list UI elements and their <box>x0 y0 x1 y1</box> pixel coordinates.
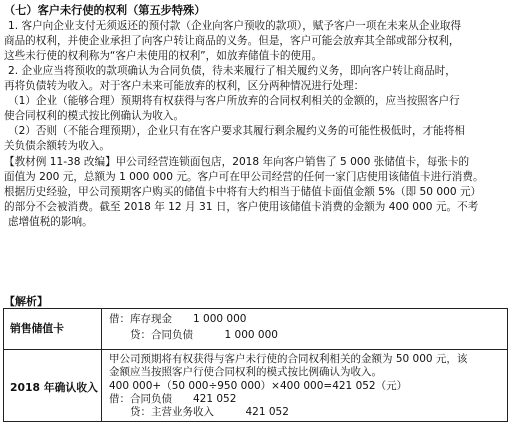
paragraph-line: 使合同权利的模式按比例确认为收入。 <box>4 110 185 122</box>
example-line: 【教材例 11-38 改编】甲公司经营连锁面包店，2018 年向客户销售了 5 000 张储值卡，每张卡的 <box>4 156 470 168</box>
paragraph-line: 2. 企业应当将预收的款项确认为合同负债，待未来履行了相关履约义务，即向客户转让商品时， <box>8 65 456 77</box>
table-divider-horizontal <box>4 349 507 350</box>
journal-line: 借：合同负债 421 052 <box>109 393 237 405</box>
example-line: 的部分不会被消费。截至 2018 年 12 月 31 日，客户使用该储值卡消费的金额为 400 000 元。不考 <box>4 201 479 213</box>
paragraph-line: 再将负债转为收入。对于客户未来可能放弃的权利，区分两种情况进行处理： <box>4 80 365 92</box>
explanation-line: 甲公司预期将有权获得与客户未行使的合同权利相关的金额为 50 000 元，该 <box>109 353 468 365</box>
calculation-line: 400 000+（50 000÷950 000）×400 000=421 052（元） <box>109 380 408 392</box>
journal-line: 贷：主营业务收入 421 052 <box>109 406 289 418</box>
row-label-sale: 销售储值卡 <box>10 322 64 335</box>
paragraph-line: （1）企业（能够合理）预期将有权获得与客户所放弃的合同权利相关的金额的，应当按照客户行 <box>8 95 460 107</box>
section-title: （七）客户未行使的权利（第五步特殊） <box>4 4 206 17</box>
paragraph-line: 关负债余额转为收入。 <box>4 140 110 152</box>
explanation-line: 金额应当按照客户行使合同权利的模式按比例确认为收入。 <box>109 366 382 378</box>
journal-line: 贷：合同负债 1 000 000 <box>109 329 278 341</box>
paragraph-line: 这些未行使的权利称为“客户未使用的权利”，如放弃储值卡的使用。 <box>4 50 323 62</box>
journal-line: 借：库存现金 1 000 000 <box>109 313 247 325</box>
analysis-heading: 【解析】 <box>4 295 48 308</box>
example-line: 虑增值税的影响。 <box>8 216 93 228</box>
paragraph-line: 商品的权利，并使企业承担了向客户转让商品的义务。但是，客户可能会放弃其全部或部分权利， <box>4 35 460 47</box>
paragraph-line: （2）否则（不能合理预期），企业只有在客户要求其履行剩余履约义务的可能性极低时，才能将相 <box>8 125 465 137</box>
row-label-revenue: 2018 年确认收入 <box>10 381 98 394</box>
table-divider-vertical <box>101 309 102 421</box>
journal-entry-table <box>3 308 508 422</box>
example-line: 根据历史经验，甲公司预期客户购买的储值卡中将有大约相当于储值卡面值金额 5%（即 50 000 元） <box>4 186 482 198</box>
paragraph-line: 1. 客户向企业支付无须返还的预付款（企业向客户预收的款项），赋予客户一项在未来从企业取得 <box>8 20 462 32</box>
example-line: 面值为 200 元，总额为 1 000 000 元。客户可在甲公司经营的任何一家门店使用该储值卡进行消费。 <box>4 171 484 183</box>
